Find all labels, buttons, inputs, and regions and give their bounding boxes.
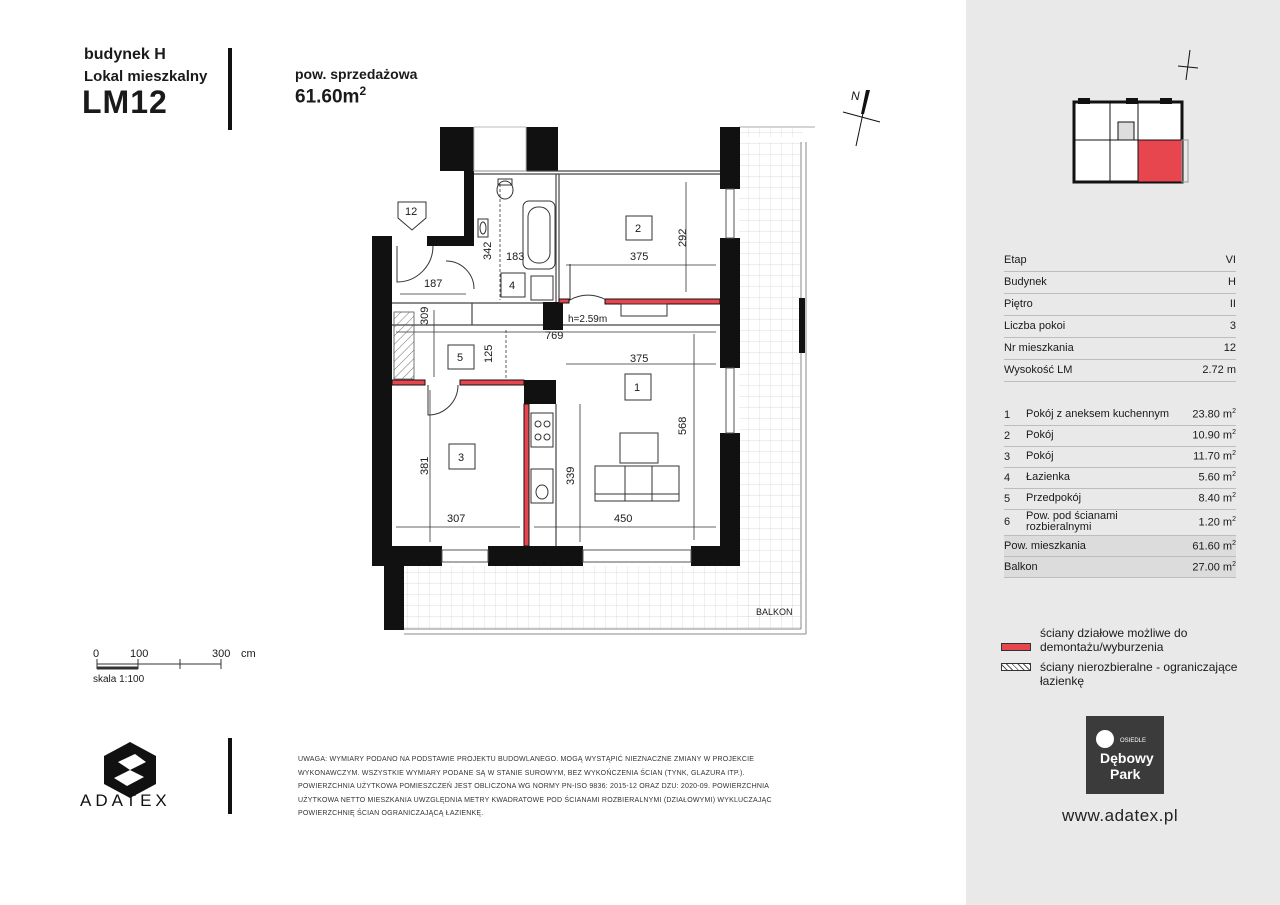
dim-292: 292 (677, 228, 689, 247)
dim-450: 450 (614, 513, 633, 525)
ceiling-height-label: h=2.59m (568, 314, 608, 325)
key-plan-north-icon (1178, 50, 1198, 80)
room-area-value: 8.40 m (1198, 492, 1233, 505)
total-label: Balkon (1004, 561, 1038, 573)
dim-568: 568 (677, 416, 689, 435)
room-area-sup: 2 (1232, 471, 1236, 479)
website-link[interactable]: www.adatex.pl (1062, 806, 1179, 825)
dim-309: 309 (419, 306, 431, 325)
room-area (1198, 471, 1236, 484)
room-number-3: 3 (458, 452, 465, 464)
dim-187: 187 (424, 278, 443, 290)
info-label: Liczba pokoi (1004, 320, 1066, 332)
adatex-logo-icon (104, 742, 156, 798)
info-value: H (1228, 276, 1236, 288)
room-area (1192, 408, 1236, 421)
room-name: Pokój z aneksem kuchennym (1026, 408, 1170, 420)
north-arrow-icon (843, 89, 880, 146)
room-area-value: 10.90 m (1192, 429, 1233, 442)
room-area-sup: 2 (1232, 492, 1236, 500)
dim-769: 769 (545, 330, 564, 342)
north-label: N (851, 89, 860, 103)
room-number-5: 5 (457, 352, 464, 364)
total-value-number: 61.60 m (1192, 540, 1233, 553)
total-area-row (1004, 536, 1236, 557)
dim-125: 125 (483, 344, 495, 363)
info-label: Wysokość LM (1004, 364, 1073, 376)
tree-icon (1096, 730, 1114, 748)
room-area-value: 11.70 m (1193, 450, 1233, 463)
room-area-sup: 2 (1232, 515, 1236, 523)
info-value: 12 (1223, 342, 1236, 354)
room-area-sup: 2 (1232, 429, 1236, 437)
room-area (1192, 429, 1236, 442)
room-name: Pokój (1026, 450, 1054, 462)
total-value-number: 27.00 m (1192, 561, 1233, 574)
scale-tick-0: 0 (93, 648, 100, 660)
doors (397, 246, 606, 415)
unit-type-label: Lokal mieszkalny (84, 68, 208, 85)
info-row-budynek (1004, 271, 1236, 294)
info-value: II (1229, 298, 1236, 310)
building-label: budynek H (84, 46, 166, 63)
unit-code: LM12 (82, 84, 168, 120)
entrance-marker (398, 202, 426, 230)
total-value (1192, 561, 1236, 574)
legend-text-removable: ściany działowe możliwe do demontażu/wyburzenia (1040, 626, 1188, 654)
room-area-sup: 2 (1232, 408, 1236, 416)
scale-tick-100: 100 (130, 648, 149, 660)
room-num: 3 (1004, 450, 1011, 463)
debowy-park-logo (1086, 716, 1164, 794)
room-area-value: 23.80 m (1192, 408, 1233, 421)
info-label: Nr mieszkania (1004, 342, 1074, 354)
room-name: Łazienka (1026, 471, 1071, 483)
key-plan (1060, 40, 1200, 190)
scale-tick-300: 300 (212, 648, 231, 660)
info-value: 3 (1229, 320, 1236, 332)
sales-area-label: pow. sprzedażowa (295, 66, 418, 82)
room-name: Przedpokój (1026, 492, 1082, 504)
info-label: Piętro (1004, 298, 1033, 310)
dim-342: 342 (482, 241, 494, 260)
room-num: 1 (1004, 408, 1011, 421)
legend-text-bathroom: ściany nierozbieralne - ograniczające łazienkę (1040, 660, 1238, 688)
info-row-pietro (1004, 293, 1236, 316)
room-row (1004, 509, 1236, 536)
windows (442, 127, 734, 562)
sales-area-number: 61.60m (295, 86, 360, 108)
sales-area-sup: 2 (359, 84, 367, 98)
room-row (1004, 467, 1236, 489)
room-number-1: 1 (634, 382, 641, 394)
dim-381: 381 (419, 456, 431, 475)
thin-walls (392, 171, 720, 546)
info-row-number (1004, 337, 1236, 360)
total-label: Pow. mieszkania (1004, 540, 1086, 552)
total-value-sup: 2 (1232, 560, 1236, 568)
brand-line2: Park (1110, 766, 1141, 782)
total-value-sup: 2 (1232, 539, 1236, 547)
dim-339: 339 (565, 466, 577, 485)
legend-swatch-bathroom (1001, 663, 1031, 671)
room-area-value: 5.60 m (1198, 471, 1233, 484)
info-value: VI (1225, 254, 1236, 266)
room-area-value: 1.20 m (1198, 516, 1233, 529)
footer-divider (228, 738, 232, 814)
balcony-label: BALKON (756, 607, 793, 617)
room-area (1198, 516, 1236, 529)
room-num: 5 (1004, 492, 1011, 505)
scale-unit: cm (241, 648, 256, 660)
dim-183: 183 (506, 251, 525, 263)
room-number-2: 2 (635, 223, 642, 235)
hatched-wall (394, 312, 414, 379)
room-name: Pokój (1026, 429, 1054, 441)
info-label: Budynek (1004, 276, 1047, 288)
key-plan-unit-highlight (1138, 140, 1182, 182)
entrance-number: 12 (405, 206, 418, 218)
room-area (1193, 450, 1236, 463)
info-row-rooms (1004, 315, 1236, 338)
room-row (1004, 488, 1236, 510)
room-row (1004, 404, 1236, 426)
info-label: Etap (1004, 254, 1027, 266)
room-area (1198, 492, 1236, 505)
room-number-4: 4 (509, 280, 516, 292)
legend-swatch-removable (1001, 643, 1031, 651)
room-num: 2 (1004, 429, 1011, 442)
disclaimer-note: UWAGA: WYMIARY PODANO NA PODSTAWIE PROJEKTU BUDOWLANEGO. MOGĄ WYSTĄPIĆ NIEZNACZNE ZMIANY W PROJEKCIE WYKONAWCZYM. WSZYSTKIE WYMIARY PODANE SĄ W STANIE SUROWYM, BEZ WYKOŃCZENIA ŚCIAN (TYNK, GLAZURA ITP.). POWIERZCHNIA UŻYTKOWA POMIESZCZEŃ JEST OBLICZONA WG NORMY PN-ISO 9836: 2015-12 ORAZ DZU: 2020-09. POWIERZCHNIA UŻYTKOWA NETTO MIESZKANIA UWZGLĘDNIA METRY KWADRATOWE POD ŚCIANAMI ROZBIERALNYMI (DZIAŁOWYMI) WYKLUCZAJĄC POWIERZCHNIĘ ŚCIAN OGRANICZAJĄCĄ ŁAZIENKĘ. (298, 756, 772, 817)
total-value (1192, 540, 1236, 553)
dim-307: 307 (447, 513, 466, 525)
room-name: Pow. pod ścianami rozbieralnymi (1026, 510, 1118, 533)
adatex-logo-text: ADATEX (80, 791, 171, 810)
room-row (1004, 446, 1236, 468)
scale-bar (97, 659, 221, 669)
brand-small: OSIEDLE (1120, 738, 1147, 744)
room-num: 4 (1004, 471, 1011, 484)
scale-label: skala 1:100 (93, 674, 145, 685)
info-value: 2.72 m (1202, 364, 1236, 376)
brand-line1: Dębowy (1100, 750, 1154, 766)
info-row-height (1004, 359, 1236, 382)
dim-375-mid: 375 (630, 353, 649, 365)
room-row (1004, 425, 1236, 447)
balcony-area-row (1004, 557, 1236, 578)
info-row-etap (1004, 249, 1236, 272)
dim-375-top: 375 (630, 251, 649, 263)
room-num: 6 (1004, 516, 1011, 528)
room-area-sup: 2 (1232, 450, 1236, 458)
